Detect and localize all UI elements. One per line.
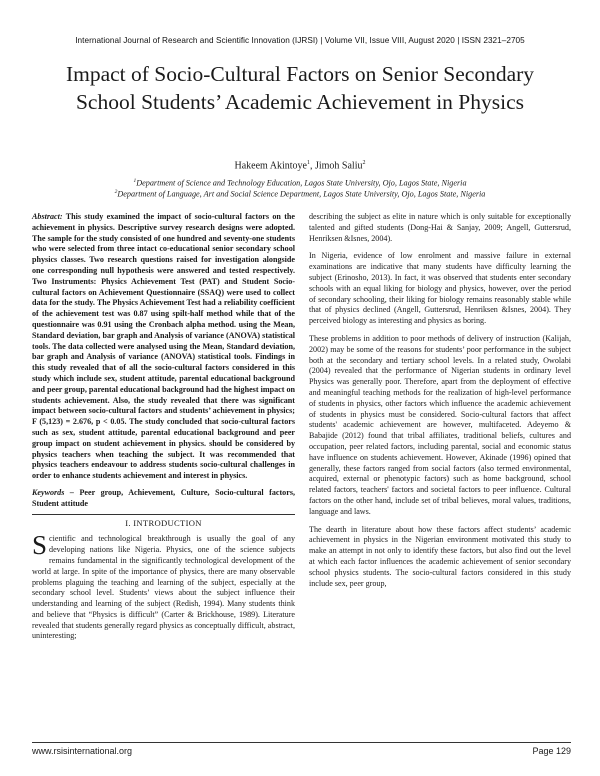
affiliation-text-2: Department of Language, Art and Social Science Department, Lagos State University, Ojo, Lagos State, Nigeria: [117, 189, 486, 199]
body-paragraph-1: describing the subject as elite in nature which is only suitable for exceptionally talented and gifted students (Dong-Hai & Sanjay, 2009; Angell, Guttersrud, Henriksen &Isnes, 2004).: [309, 212, 571, 243]
body-paragraph-3: These problems in addition to poor methods of delivery of instruction (Kalijah, 2002) may be some of the reasons for students’ poor performance in the subject both at the secondary and tertiary school levels. In a related study, Owolabi (2004) revealed that the performance of Nigerian students in ordinary level Physics was generally poor. Therefore, apart from the deployment of effective and meaningful teaching methods for the realization of high-level performance of students in physics, other factors which influence the academic achievement of students in physics must be considered. Socio-cultural factors that affect students' academic achievement are however, multifaceted. Adeyemo & Babajide (2012) found that tribal affiliates, traditional beliefs, cultures and occupation, peer related factors, including parental, social and economic status have influence on students achievement. However, Akinade (1996) opined that generally, these factors ranged from social factors (also termed environmental, acquired, external or phenotypic factors) such as home background, school related factors, teachers' factors and societal factors to peer influence. Cultural factors on the other hand, include set of tribal believes, moral values, traditions, language and laws.: [309, 333, 571, 516]
abstract: [32, 212, 295, 482]
affiliation-text-1: Department of Science and Technology Education, Lagos State University, Ojo, Lagos State, Nigeria: [136, 178, 467, 188]
keywords-text: Peer group, Achievement, Culture, Socio-cultural factors, Student attitude: [32, 487, 295, 508]
footer-divider: [32, 742, 571, 743]
right-column: [309, 212, 571, 596]
drop-cap: S: [32, 530, 48, 561]
affiliation-sup-1: 1: [133, 178, 137, 184]
section-heading-introduction: I. INTRODUCTION: [125, 517, 202, 528]
author-sup-1: 1: [306, 160, 310, 166]
section-divider: [32, 514, 295, 515]
body-paragraph-4: The dearth in literature about how these factors affect students’ academic achievement in physics in the Nigerian environment motivated this study to make an attempt in not only to identify these factors, but also find out the level at which each factor influences the academic achievement of senior secondary school physics students. The socio-cultural factors considered in this study include sex, peer group,: [309, 524, 571, 588]
body-paragraph-2: In Nigeria, evidence of low enrolment and massive failure in external examinations are indicative that many students have difficulty learning the subject (Erinosho, 2013). In fact, it was observed that students enter secondary schools with an equal liking for biology and physics, however, over the period of secondary schooling, their liking for biology remains reasonably stable while that of physics declined (Angell, Guttersrud, Henriksen &Isnes, 2004). They perceived biology as interesting and physics as boring.: [309, 251, 571, 326]
paper-title: Impact of Socio-Cultural Factors on Senior Secondary School Students’ Academic Achievement in Physics: [65, 62, 535, 114]
affiliation-1: [0, 178, 600, 188]
author-sup-2: 2: [362, 160, 366, 166]
keywords-label: Keywords –: [32, 487, 74, 497]
journal-header: International Journal of Research and Scientific Innovation (IJRSI) | Volume VII, Issue VIII, August 2020 | ISSN 2321–2705: [75, 36, 525, 45]
author-name-2: Jimoh Saliu: [314, 160, 363, 172]
affiliation-2: [0, 189, 600, 199]
intro-paragraph: [32, 530, 295, 642]
left-column: [32, 212, 295, 642]
keywords: [32, 488, 295, 510]
authors-line: [0, 160, 600, 171]
abstract-text: This study examined the impact of socio-cultural factors on the achievement in physics. Descriptive survey research designs were adopted. The sample for the study consisted of one hundred and seventy-one students who were selected from three intact co-educational senior secondary school physics classes. Two research questions raised for investigation alongside one corresponding null hypothesis were answered and tested respectively. Two Instruments: Physics Achievement Test (PAT) and Student Socio-cultural factors on Achievement Questionnaire (SSAQ) were used to collect data for the study. The Physics Achievement Test had a reliability coefficient of the achievement test was 0.87 using spilt-half method while that of the questionnaire was 0.91 using the Cronbach alpha method. using the Mean, Standard deviation, bar graph and Analysis of variance (ANOVA) statistical tools. The data collected were analysed using the Mean, Standard deviation, bar graph and Analysis of variance (ANOVA) statistical tools. Findings in this study revealed that of all the socio-cultural factors considered in this study which include sex, student attitude, parental educational background and peer group, parental educational background had the highest impact on students achievement. Also, the study revealed that there was significant impact between socio-cultural factors and students’ achievement in physics; F (5,123) = 2.676, p < 0.05. The study concluded that socio-cultural factors such as sex, student attitude, parental educational background and peer group impact on student achievement in physics. should be considered by physics teachers when teaching the subject. It was recommended that physics teachers endeavour to address students socio-cultural challenges in order to enhance students achievement and interest in physics.: [32, 212, 295, 481]
footer-page-number: Page 129: [532, 746, 571, 756]
intro-text: cientific and technological breakthrough is usually the goal of any developing nations like Nigeria. Physics, one of the science subjects remains fundamental in the significantly technological development of the world at large. In spite of the importance of physics, there are many observable problems plaguing the teaching and learning of the subject, especially at the secondary school level. Students’ views about the subject influence their understanding and learning of the subject (Redish, 1994). Many students think and believe that “Physics is difficult” (Carter & Brickhouse, 1989). Literature revealed that students generally regard physics as conceptually difficult, abstract, uninteresting;: [32, 534, 295, 641]
abstract-label: Abstract:: [32, 212, 63, 221]
affiliation-sup-2: 2: [114, 189, 118, 195]
footer-website-link[interactable]: www.rsisinternational.org: [32, 746, 133, 756]
author-name-1: Hakeem Akintoye: [234, 160, 307, 172]
author-separator: ,: [309, 160, 315, 172]
